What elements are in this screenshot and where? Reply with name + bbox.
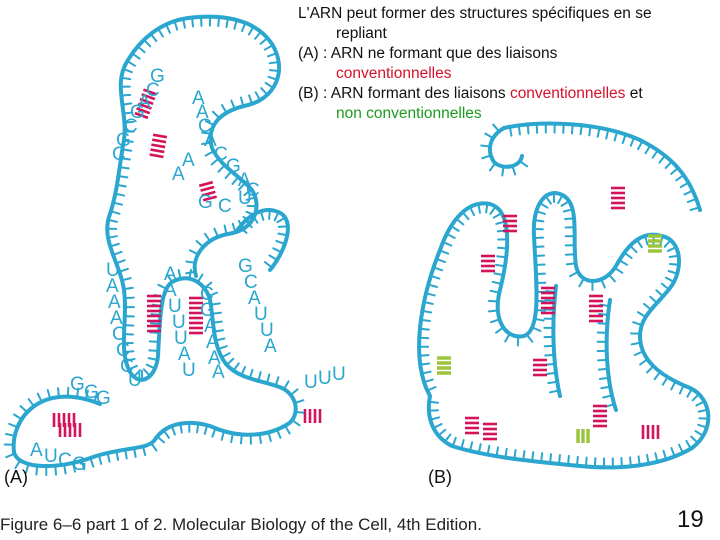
nucleotide-tick — [505, 449, 506, 458]
nucleotide-tick — [514, 450, 515, 459]
sequence-letter: G — [70, 374, 85, 395]
sequence-letter: A — [30, 440, 43, 461]
nucleotide-tick — [545, 355, 554, 356]
sequence-letter: G — [84, 382, 99, 403]
nucleotide-tick — [218, 17, 219, 26]
sequence-letter: U — [318, 368, 332, 389]
nucleotide-tick — [496, 327, 503, 332]
sequence-letter: C — [124, 116, 138, 137]
sequence-letter: G — [238, 256, 253, 277]
nucleotide-tick — [615, 268, 623, 273]
nucleotide-tick — [447, 234, 455, 238]
nucleotide-tick — [623, 134, 626, 143]
sequence-letter: U — [238, 188, 252, 209]
nucleotide-tick — [198, 275, 203, 283]
sequence-letter: U — [332, 364, 346, 385]
nucleotide-tick — [650, 297, 657, 303]
nucleotide-tick — [546, 364, 555, 365]
nucleotide-tick — [490, 163, 495, 170]
sequence-letter: U — [254, 304, 268, 325]
nucleotide-tick — [233, 363, 238, 370]
nucleotide-tick — [609, 275, 615, 282]
nucleotide-tick — [523, 451, 524, 460]
sequence-letter: G — [96, 388, 111, 409]
nucleotide-tick — [581, 125, 582, 134]
nucleotide-tick — [121, 95, 130, 96]
nucleotide-tick — [260, 434, 261, 443]
nucleotide-tick — [269, 210, 270, 219]
nucleotide-tick — [186, 261, 195, 262]
nucleotide-tick — [666, 162, 672, 168]
nonconventional-pair-stack — [437, 358, 451, 373]
nucleotide-tick — [599, 369, 608, 370]
sequence-letter: A — [178, 344, 191, 365]
nucleotide-tick — [489, 311, 498, 312]
nucleotide-tick — [256, 92, 260, 100]
base-pair-bond — [153, 135, 167, 137]
nucleotide-tick — [541, 453, 542, 462]
nucleotide-tick — [624, 253, 631, 258]
nucleotide-tick — [565, 218, 574, 219]
nucleotide-tick — [669, 271, 678, 274]
nucleotide-tick — [255, 32, 261, 39]
sequence-letter: U — [260, 320, 274, 341]
nucleotide-tick — [666, 278, 674, 282]
base-pair-bond — [152, 140, 166, 142]
nucleotide-tick — [559, 455, 560, 464]
nucleotide-tick — [695, 431, 703, 436]
sequence-letter: A — [192, 88, 205, 109]
nucleotide-tick — [489, 301, 498, 302]
nucleotide-tick — [647, 366, 653, 372]
nucleotide-tick — [119, 269, 128, 272]
nucleotide-tick — [222, 353, 230, 357]
nucleotide-tick — [644, 304, 651, 310]
sequence-letter: A — [110, 308, 123, 329]
nucleotide-tick — [197, 241, 204, 247]
panel-a-label: (A) — [4, 467, 28, 487]
nucleotide-tick — [505, 334, 510, 342]
nucleotide-tick — [676, 175, 683, 180]
rna-strand — [419, 193, 708, 467]
nucleotide-tick — [638, 141, 642, 149]
sequence-letter: G — [130, 102, 145, 123]
sequence-letter: A — [108, 292, 121, 313]
sequence-letter: G — [116, 130, 131, 151]
nucleotide-tick — [438, 430, 445, 436]
title-line-2: repliant — [336, 25, 387, 42]
nucleotide-tick — [445, 435, 451, 442]
nucleotide-tick — [532, 452, 533, 461]
nucleotide-tick — [206, 151, 214, 155]
nucleotide-tick — [132, 53, 139, 58]
nucleotide-tick — [291, 389, 298, 395]
sequence-letter: A — [164, 280, 177, 301]
nucleotide-tick — [470, 207, 474, 215]
nucleotide-tick — [693, 394, 699, 400]
figure-caption: Figure 6–6 part 1 of 2. Molecular Biology of the Cell, 4th Edition. — [0, 515, 482, 534]
nucleotide-tick — [151, 443, 156, 450]
nucleotide-tick — [687, 389, 691, 397]
nucleotide-tick — [269, 255, 277, 260]
conventional-pair-stack — [589, 296, 603, 321]
nucleotide-tick — [547, 373, 556, 374]
item-b-and: et — [629, 85, 643, 102]
sequence-letter: C — [58, 450, 72, 471]
nucleotide-tick — [638, 312, 646, 317]
sequence-letter: A — [164, 264, 177, 285]
nonconventional-base-pairs — [437, 236, 662, 443]
title-line-1: L'ARN peut former des structures spécifiques en se — [298, 5, 652, 22]
item-b-green-term: non conventionnelles — [336, 105, 482, 122]
nucleotide-tick — [637, 240, 642, 247]
nucleotide-tick — [268, 53, 277, 56]
nucleotide-tick — [572, 124, 573, 133]
nucleotide-tick — [656, 290, 663, 296]
nucleotide-tick — [197, 423, 198, 432]
nucleotide-tick — [120, 167, 129, 168]
nucleotide-tick — [456, 219, 463, 225]
base-pair-bond — [151, 150, 165, 152]
nucleotide-tick — [222, 105, 227, 113]
page-number: 19 — [677, 506, 704, 533]
base-pair-bond — [151, 145, 165, 147]
nucleotide-tick — [600, 378, 609, 379]
nucleotide-tick — [419, 355, 428, 356]
sequence-letter: U — [128, 370, 142, 391]
nucleotide-tick — [586, 458, 587, 467]
nucleotide-tick — [451, 226, 459, 231]
sequence-letter: A — [138, 92, 151, 113]
nucleotide-tick — [296, 412, 305, 413]
nucleotide-tick — [21, 406, 28, 412]
nucleotide-tick — [292, 420, 299, 425]
nucleotide-tick — [127, 61, 135, 66]
sequence-letter: C — [244, 272, 258, 293]
nucleotide-tick — [121, 78, 130, 79]
conventional-pair-stack — [643, 425, 658, 439]
nucleotide-tick — [420, 329, 429, 330]
nucleotide-tick — [498, 248, 507, 249]
nucleotide-tick — [534, 220, 543, 221]
item-b-text: : ARN formant des liaisons — [322, 85, 506, 102]
nucleotide-tick — [151, 323, 160, 324]
sequence-letter: A — [208, 348, 221, 369]
nucleotide-tick — [481, 146, 490, 147]
nucleotide-tick — [158, 29, 163, 37]
sequence-letter: C — [146, 80, 160, 101]
nucleotide-tick — [205, 234, 210, 241]
nucleotide-tick — [490, 207, 495, 214]
nucleotide-tick — [494, 213, 502, 217]
sequence-letter: C — [218, 196, 232, 217]
sequence-letter: A — [182, 150, 195, 171]
nucleotide-tick — [598, 323, 607, 324]
nucleotide-tick — [14, 414, 22, 419]
nucleotide-tick — [421, 320, 430, 321]
nucleotide-tick — [699, 418, 708, 419]
item-a-text: : ARN ne formant que des liaisons — [322, 45, 558, 62]
nucleotide-tick — [147, 365, 155, 369]
nucleotide-tick — [663, 377, 668, 385]
nucleotide-tick — [144, 40, 150, 47]
nucleotide-tick — [535, 255, 544, 256]
nucleotide-tick — [630, 246, 636, 252]
sequence-letter: G — [226, 156, 241, 177]
nucleotide-tick — [570, 272, 578, 276]
nonconventional-pair-stack — [578, 429, 588, 443]
nucleotide-tick — [29, 399, 34, 406]
nucleotide-tick — [261, 88, 267, 95]
nucleotide-tick — [653, 150, 658, 157]
nucleotide-tick — [671, 381, 675, 389]
conventional-pair-stack — [483, 424, 497, 439]
sequence-letter: U — [44, 446, 58, 467]
nucleotide-tick — [496, 265, 505, 266]
nucleotide-tick — [125, 298, 134, 299]
nucleotide-tick — [558, 195, 562, 203]
nucleotide-tick — [696, 401, 704, 405]
nucleotide-tick — [502, 167, 503, 176]
sequence-letters — [30, 66, 346, 475]
conventional-pair-stack — [465, 418, 479, 433]
panel-b-label: (B) — [428, 467, 452, 487]
nucleotide-tick — [265, 45, 273, 49]
sequence-letter: C — [112, 144, 126, 165]
sequence-letter: C — [120, 356, 134, 377]
nucleotide-tick — [270, 70, 279, 71]
nucleotide-tick — [157, 436, 164, 442]
sequence-letter: C — [246, 180, 260, 201]
sequence-letter: G — [72, 454, 87, 475]
nucleotide-tick — [655, 372, 660, 379]
sequence-letter: C — [198, 116, 212, 137]
nucleotide-tick — [527, 335, 532, 342]
nucleotide-tick — [138, 46, 145, 52]
nucleotide-tick — [125, 450, 126, 459]
nucleotide-tick — [463, 212, 469, 219]
nucleotide-tick — [665, 240, 671, 247]
sequence-letter: C — [214, 144, 228, 165]
nucleotide-tick — [519, 125, 520, 134]
nucleotide-tick — [630, 457, 631, 466]
sequence-letter: A — [248, 288, 261, 309]
nucleotide-tick — [662, 284, 669, 290]
nucleotide-tick — [567, 263, 576, 264]
nucleotide-tick — [681, 183, 689, 187]
base-pair-bond — [201, 187, 215, 191]
sequence-letter: C — [200, 284, 214, 305]
nucleotide-tick — [671, 168, 678, 174]
nucleotide-tick — [550, 454, 551, 463]
conventional-pair-stack — [611, 188, 625, 208]
sequence-letter: A — [204, 130, 217, 151]
item-b — [298, 84, 718, 104]
conventional-pair-stack — [593, 406, 607, 426]
nucleotide-tick — [486, 204, 487, 213]
nucleotide-tick — [546, 300, 555, 301]
conventional-pair-stack — [150, 135, 167, 157]
nucleotide-tick — [144, 369, 150, 376]
nucleotide-tick — [639, 456, 640, 465]
sequence-letter: G — [200, 300, 215, 321]
nucleotide-tick — [227, 359, 234, 365]
nucleotide-tick — [249, 27, 254, 35]
nucleotide-tick — [589, 126, 590, 135]
sequence-letter: G — [150, 66, 165, 87]
nucleotide-tick — [528, 124, 529, 133]
nucleotide-tick — [270, 62, 279, 63]
sequence-letter: U — [106, 260, 120, 281]
sequence-letter: A — [264, 336, 277, 357]
nucleotide-tick — [266, 83, 273, 88]
nucleotide-tick — [633, 322, 642, 325]
nucleotide-tick — [497, 256, 506, 257]
nucleotide-tick — [164, 430, 169, 437]
nucleotide-tick — [151, 34, 156, 41]
nucleotide-tick — [659, 156, 665, 163]
sequence-letter: A — [196, 102, 209, 123]
nucleotide-tick — [640, 359, 647, 364]
item-a-prefix: (A) — [298, 45, 319, 62]
nucleotide-tick — [192, 18, 193, 27]
nucleotide-tick — [124, 288, 133, 289]
nucleotide-tick — [579, 278, 584, 286]
nucleotide-tick — [536, 310, 545, 311]
base-pair-bond — [150, 154, 164, 156]
nucleotide-tick — [546, 196, 551, 203]
nucleotide-tick — [520, 161, 527, 166]
nucleotide-tick — [646, 146, 651, 154]
rna-strand — [490, 128, 522, 167]
nucleotide-tick — [429, 402, 438, 403]
nucleotide-tick — [218, 165, 224, 171]
nucleotide-tick — [279, 226, 288, 227]
conventional-pair-stack — [305, 409, 320, 423]
conventional-pair-stack — [533, 360, 547, 375]
nucleotide-tick — [686, 441, 690, 449]
sequence-letter: U — [174, 328, 188, 349]
sequence-letter: C — [112, 324, 126, 345]
nucleotide-tick — [540, 203, 548, 208]
nucleotide-tick — [691, 437, 697, 443]
nucleotide-tick — [285, 426, 289, 434]
nucleotide-tick — [249, 95, 252, 104]
nucleotide-tick — [58, 388, 59, 397]
sequence-letter: U — [168, 296, 182, 317]
nucleotide-tick — [562, 201, 570, 206]
base-pair-bond — [199, 182, 213, 186]
nucleotide-tick — [90, 458, 93, 467]
item-b-red-term: conventionnelles — [509, 85, 626, 102]
nucleotide-tick — [568, 456, 569, 465]
sequence-letter: A — [172, 164, 185, 185]
sequence-letter: U — [304, 372, 318, 393]
nucleotide-tick — [277, 218, 285, 222]
nucleotide-tick — [284, 381, 289, 389]
nucleotide-tick — [273, 248, 281, 252]
nucleotide-tick — [36, 466, 37, 475]
nucleotide-tick — [493, 125, 499, 132]
sequence-letter: A — [106, 276, 119, 297]
nucleotide-tick — [598, 360, 607, 361]
sequence-letter: A — [206, 332, 219, 353]
sequence-letter: U — [182, 360, 196, 381]
sequence-letter: A — [204, 316, 217, 337]
sequence-letter: G — [198, 192, 213, 213]
nucleotide-tick — [118, 176, 127, 177]
nucleotide-tick — [619, 260, 627, 265]
nucleotide-tick — [213, 112, 219, 118]
item-b-prefix: (B) — [298, 85, 319, 102]
nucleotide-tick — [261, 38, 268, 44]
nucleotide-tick — [265, 262, 272, 268]
rna-strand — [504, 124, 700, 210]
explanation-text — [298, 4, 718, 124]
nucleotide-tick — [577, 457, 578, 466]
nucleotide-tick — [668, 247, 676, 251]
nucleotide-tick — [670, 264, 679, 265]
sequence-letter: A — [212, 362, 225, 383]
nucleotide-tick — [241, 434, 242, 443]
conventional-pair-stack — [481, 256, 495, 271]
sequence-letter: U — [172, 312, 186, 333]
sequence-letter: A — [238, 170, 251, 191]
nucleotide-tick — [670, 256, 679, 257]
item-a-red-term: conventionnelles — [336, 65, 452, 82]
nucleotide-tick — [698, 425, 707, 428]
rna-strand — [607, 300, 616, 410]
item-a — [298, 44, 718, 64]
nucleotide-tick — [434, 267, 443, 270]
sequence-letter: C — [116, 340, 130, 361]
nucleotide-tick — [485, 134, 493, 139]
nucleotide-tick — [420, 364, 429, 365]
